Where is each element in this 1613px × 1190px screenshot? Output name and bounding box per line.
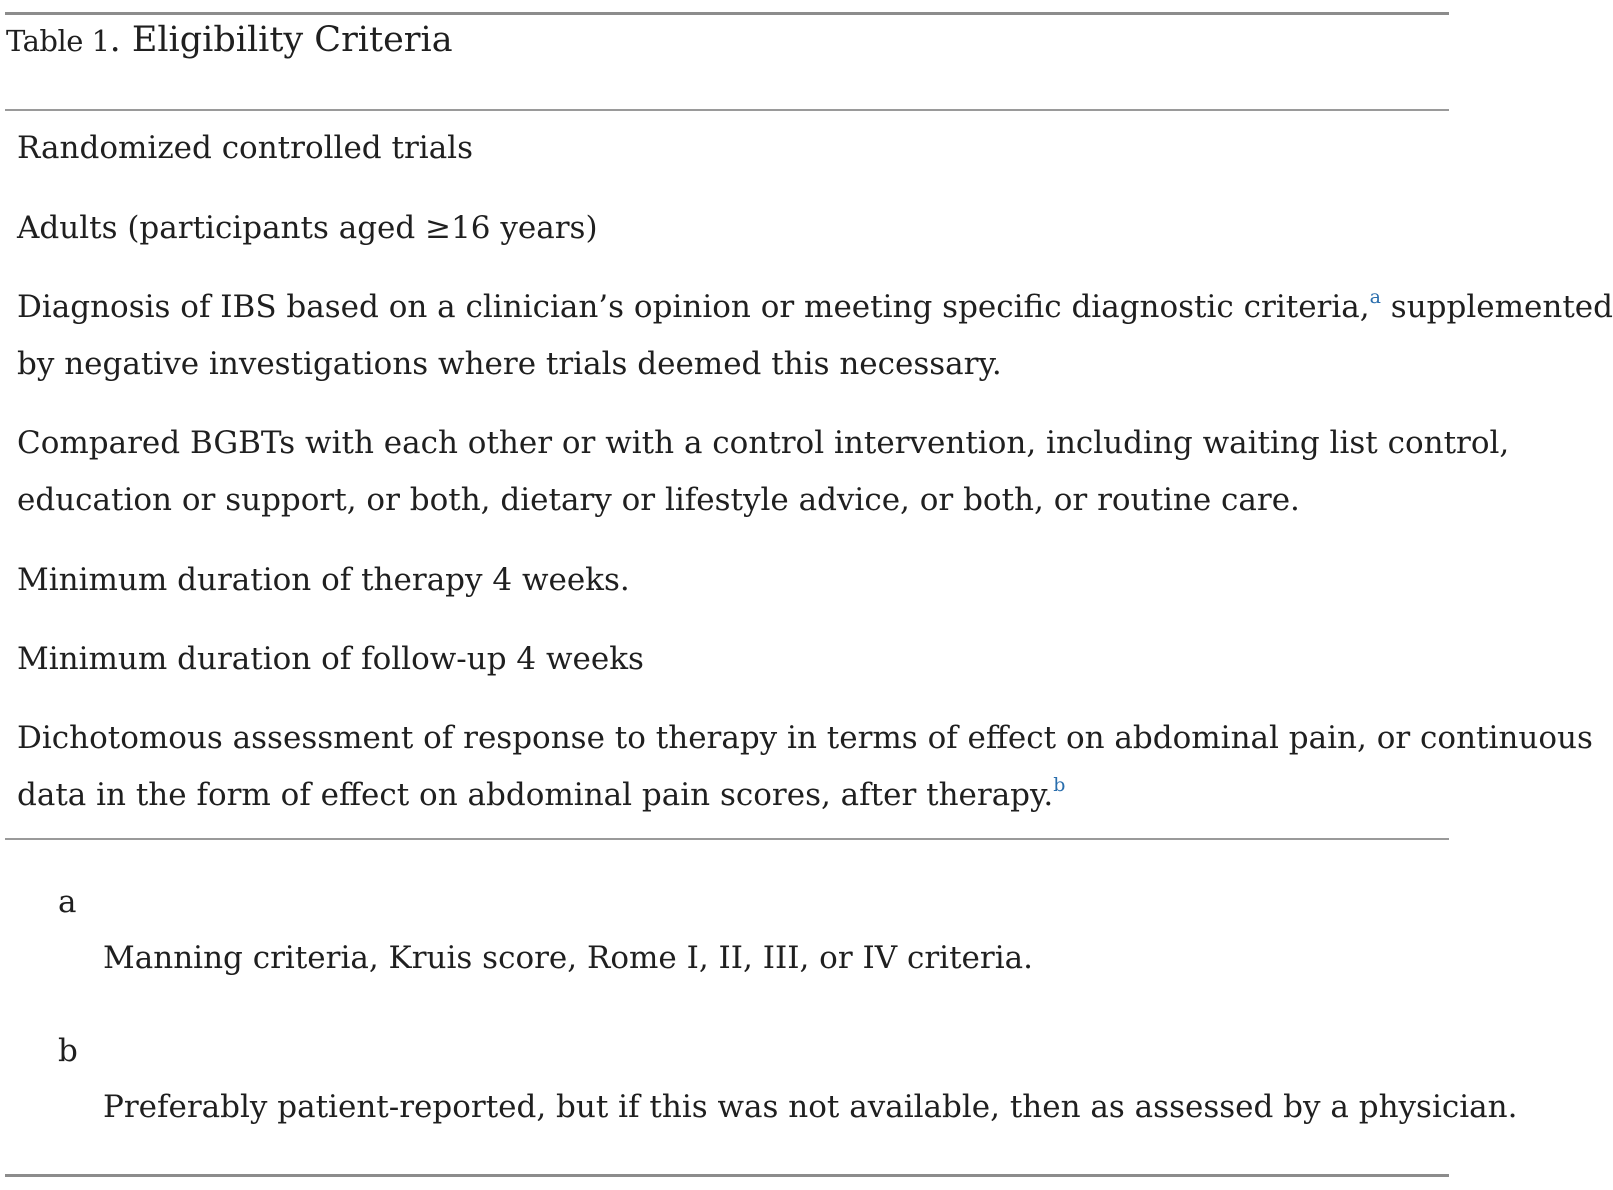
row-text: Randomized controlled trials — [17, 130, 473, 166]
top-rule — [5, 12, 1449, 15]
row-line-2: by negative investigations where trials deemed this necessary. — [17, 346, 1002, 382]
row-line-1: Dichotomous assessment of response to therapy in terms of effect on abdominal pain, or continuous — [17, 720, 1593, 756]
footnote-ref-b[interactable]: b — [1053, 774, 1066, 796]
footnote-ref-a[interactable]: a — [1369, 286, 1381, 308]
footnote-text-b: Preferably patient-reported, but if this was not available, then as assessed by a physician. — [103, 1089, 1518, 1125]
table-row — [17, 631, 1442, 688]
footnote-mark-b: b — [58, 1033, 78, 1069]
table-row — [17, 279, 1613, 393]
row-text: Adults (participants aged ≥16 years) — [17, 210, 598, 246]
bottom-rule — [5, 1174, 1449, 1177]
row-text: Minimum duration of therapy 4 weeks. — [17, 562, 630, 598]
table-row — [17, 552, 1442, 609]
table-title: . Eligibility Criteria — [109, 20, 453, 60]
body-bottom-rule — [5, 838, 1449, 840]
footnote-mark-a: a — [58, 884, 77, 920]
table-row — [17, 200, 1442, 257]
table-row — [17, 710, 1593, 824]
row-line-2: education or support, or both, dietary or lifestyle advice, or both, or routine care. — [17, 482, 1300, 518]
table-caption — [6, 20, 453, 60]
row-line-1: Compared BGBTs with each other or with a control intervention, including waiting list control, — [17, 425, 1510, 461]
row-line-2: data in the form of effect on abdominal pain scores, after therapy.$^b$ — [17, 774, 1066, 813]
table-row — [17, 415, 1510, 529]
table-label: Table 1 — [6, 24, 110, 58]
row-text: Minimum duration of follow-up 4 weeks — [17, 641, 644, 677]
row-line-1: Diagnosis of IBS based on a clinician’s opinion or meeting specific diagnostic criteria,$^a$ supplemented — [17, 286, 1613, 325]
footnote-text-a: Manning criteria, Kruis score, Rome I, II, III, or IV criteria. — [103, 940, 1033, 976]
table-row — [17, 120, 1442, 177]
header-rule — [5, 109, 1449, 111]
